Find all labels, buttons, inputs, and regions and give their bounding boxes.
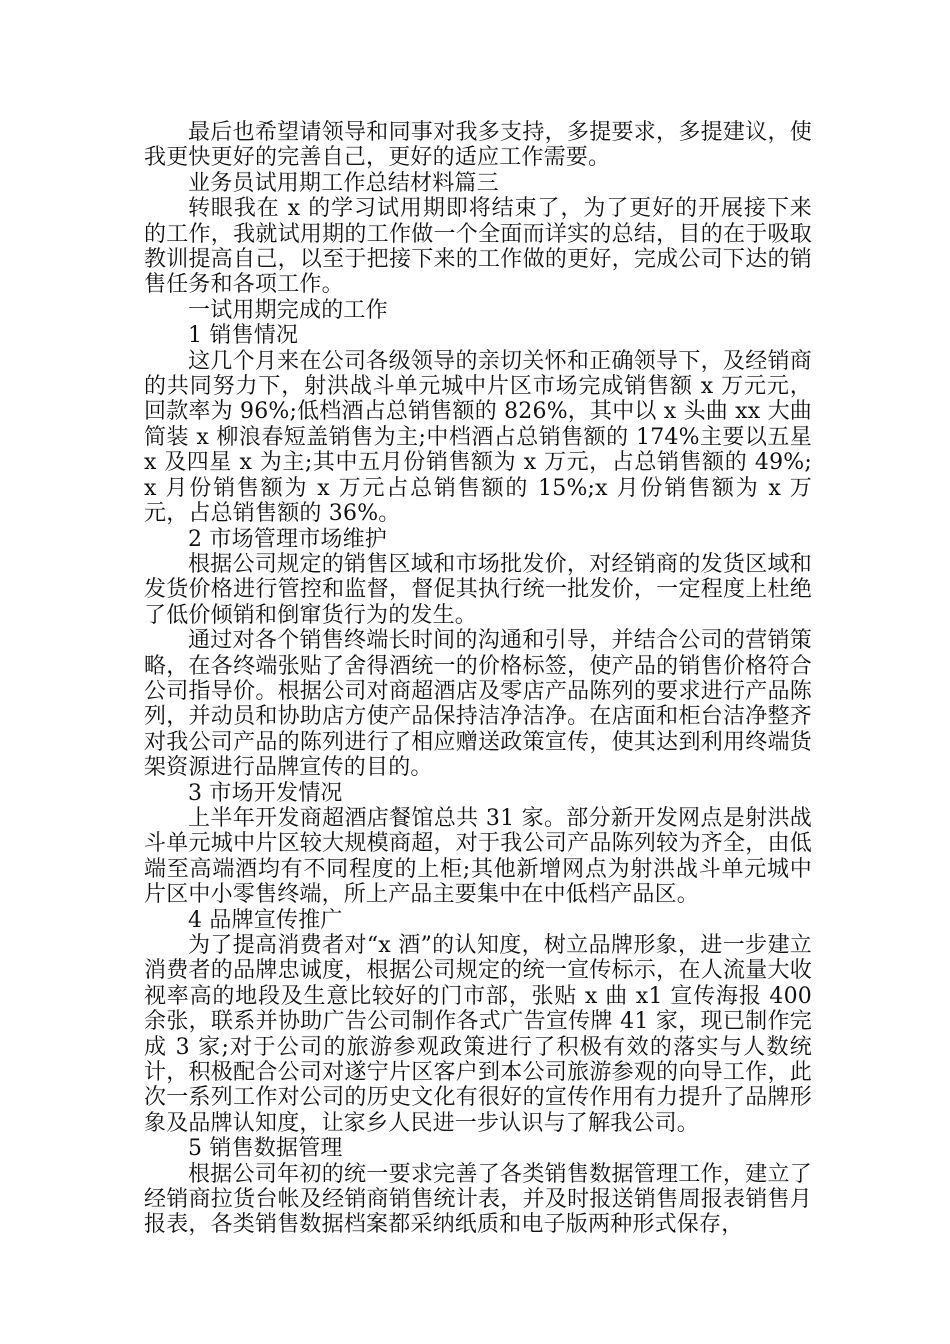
sales-paragraph: 这几个月来在公司各级领导的亲切关怀和正确领导下，及经销商的共同努力下，射洪战斗单元城中片区市场完成销售额 x 万元元，回款率为 96%;低档酒占总销售额的 826%，其中以 x 头曲 xx 大曲简装 x 柳浪春短盖销售为主;中档酒占总销售额的 174%主要以五星 x 及四星 x 为主;其中五月份销售额为 x 万元，占总销售额的 49%;x 月份销售额为 x 万元占总销售额的 15%;x 月份销售额为 x 万元，占总销售额的 36%。: [144, 348, 812, 527]
document-body: [144, 120, 812, 1238]
subsection-heading: 一试用期完成的工作: [188, 297, 388, 323]
market-development-paragraph: 上半年开发商超酒店餐馆总共 31 家。部分新开发网点是射洪战斗单元城中片区较大规模商超，对于我公司产品陈列较为齐全，由低端至高端酒均有不同程度的上柜;其他新增网点为射洪战斗单元城中片区中小零售终端，所上产品主要集中在中低档产品区。: [144, 805, 812, 908]
item-heading-market-development: 3 市场开发情况: [188, 780, 343, 806]
item-heading-sales-data: 5 销售数据管理: [188, 1136, 343, 1162]
sales-data-paragraph: 根据公司年初的统一要求完善了各类销售数据管理工作，建立了经销商拉货台帐及经销商销售统计表，并及时报送销售周报表销售月报表，各类销售数据档案都采纳纸质和电子版两种形式保存，: [144, 1161, 812, 1238]
intro-paragraph: 转眼我在 x 的学习试用期即将结束了，为了更好的开展接下来的工作，我就试用期的工作做一个全面而详实的总结，目的在于吸取教训提高自己，以至于把接下来的工作做的更好，完成公司下达的销售任务和各项工作。: [144, 196, 812, 298]
item-heading-market-management: 2 市场管理市场维护: [188, 526, 387, 552]
terminal-paragraph: 通过对各个销售终端长时间的沟通和引导，并结合公司的营销策略，在各终端张贴了舍得酒统一的价格标签，使产品的销售价格符合公司指导价。根据公司对商超酒店及零店产品陈列的要求进行产品陈列，并动员和协助店方使产品保持洁净洁净。在店面和柜台洁净整齐对我公司产品的陈列进行了相应赠送政策宣传，使其达到利用终端货架资源进行品牌宣传的目的。: [144, 628, 812, 781]
section-heading: 业务员试用期工作总结材料篇三: [188, 170, 499, 196]
closing-paragraph: 最后也希望请领导和同事对我多支持，多提要求，多提建议，使我更快更好的完善自己，更好的适应工作需要。: [144, 120, 812, 171]
item-heading-sales: 1 销售情况: [188, 323, 299, 349]
market-management-paragraph: 根据公司规定的销售区域和市场批发价，对经销商的发货区域和发货价格进行管控和监督，督促其执行统一批发价，一定程度上杜绝了低价倾销和倒窜货行为的发生。: [144, 551, 812, 628]
item-heading-brand-promotion: 4 品牌宣传推广: [188, 907, 343, 933]
brand-promotion-paragraph: 为了提高消费者对“x 酒”的认知度，树立品牌形象，进一步建立消费者的品牌忠诚度，根据公司规定的统一宣传标示，在人流量大收视率高的地段及生意比较好的门市部，张贴 x 曲 x1 宣传海报 400 余张，联系并协助广告公司制作各式广告宣传牌 41 家，现已制作完成 3 家;对于公司的旅游参观政策进行了积极有效的落实与人数统计，积极配合公司对遂宁片区客户到本公司旅游参观的向导工作，此次一系列工作对公司的历史文化有很好的宣传作用有力提升了品牌形象及品牌认知度，让家乡人民进一步认识与了解我公司。: [144, 933, 812, 1136]
